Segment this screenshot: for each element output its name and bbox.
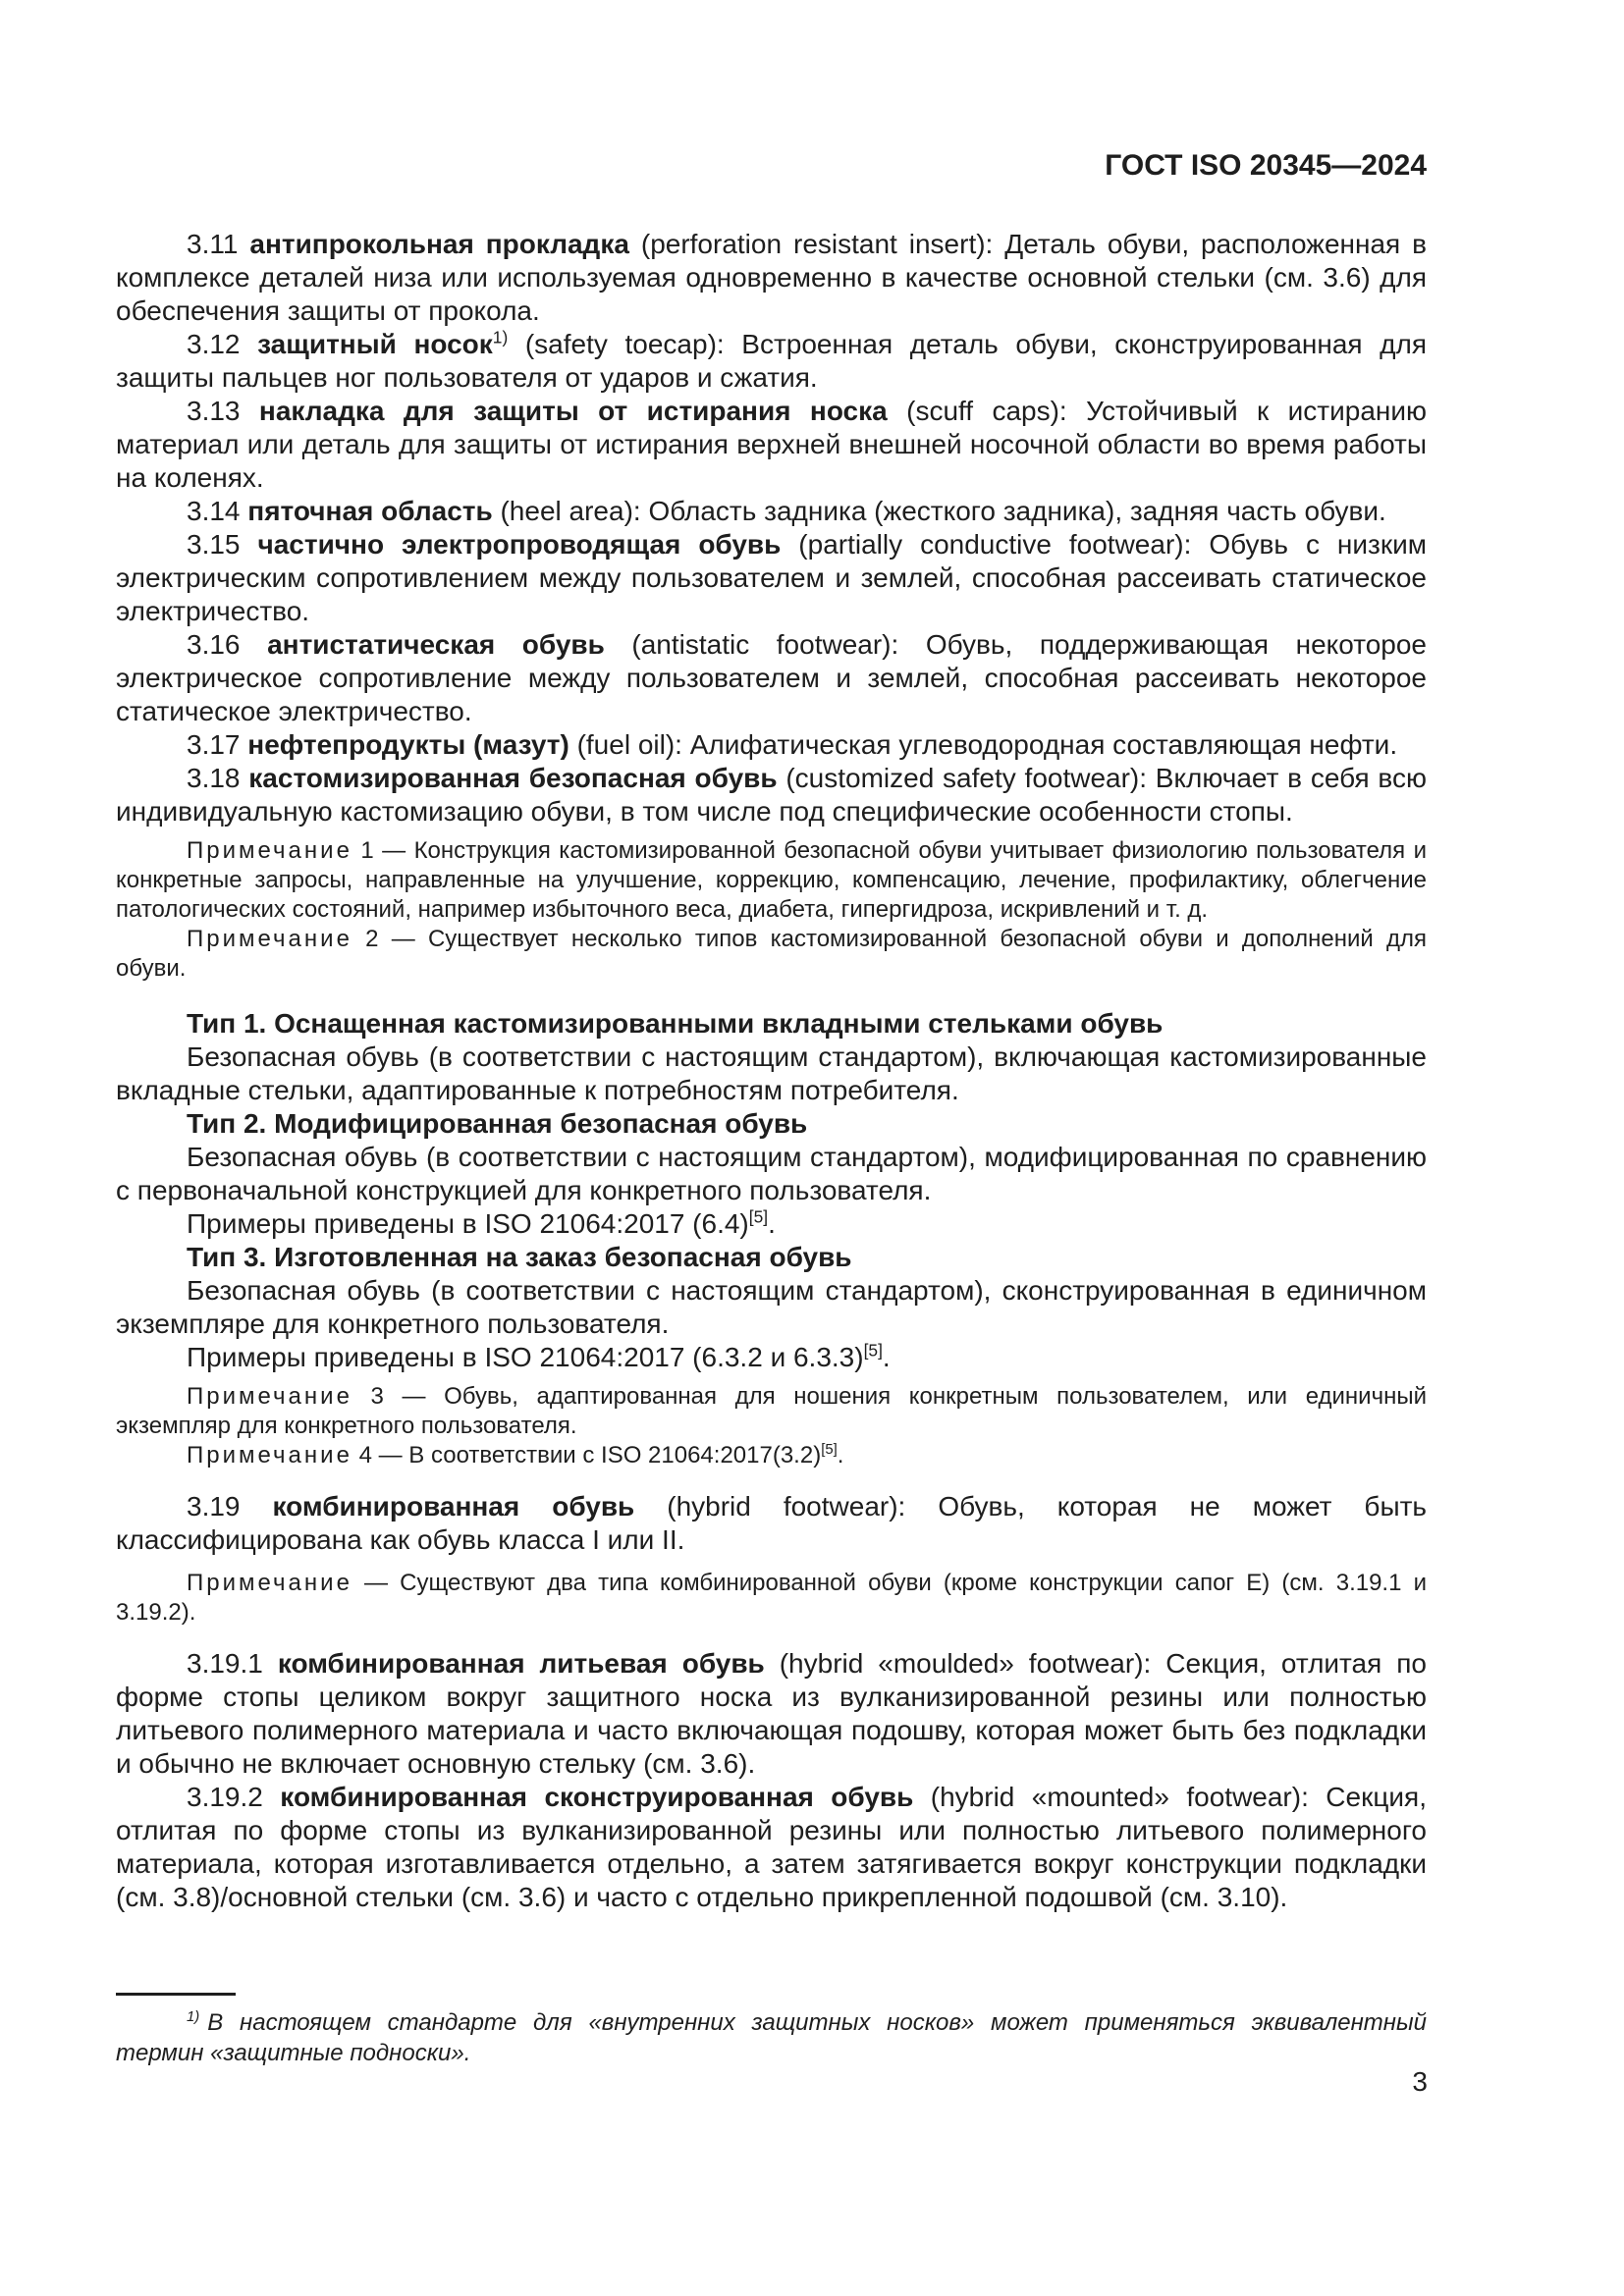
footnote-body: В настоящем стандарте для «внутренних защитных носков» может применяться эквивалентный термин «защитные подноски». [116,2009,1427,2066]
body-paragraph: Безопасная обувь (в соответствии с настоящим стандартом), сконструированная в единичном экземпляре для конкретного пользователя. [116,1275,1427,1339]
body-paragraph: 3.14 пяточная область (heel area): Область задника (жесткого задника), задняя часть обуви. [187,496,1386,526]
body-paragraph: 3.16 антистатическая обувь (antistatic footwear): Обувь, поддерживающая некоторое электрическое сопротивление между пользователем и землей, способная рассеивать некоторое статическое электричество. [116,629,1427,726]
note-paragraph: Примечание 2 — Существует несколько типов кастомизированной безопасной обуви и дополнений для обуви. [116,926,1427,982]
type-heading: Тип 3. Изготовленная на заказ безопасная обувь [187,1242,852,1272]
type-heading: Тип 1. Оснащенная кастомизированными вкладными стельками обувь [187,1008,1164,1039]
note-paragraph: Примечание 3 — Обувь, адаптированная для ношения конкретным пользователем, или единичный экземпляр для конкретного пользователя. [116,1383,1427,1439]
body-paragraph: 3.15 частично электропроводящая обувь (partially conductive footwear): Обувь с низким электрическим сопротивлением между пользователем и землей, способная рассеивать статическое электричество. [116,529,1427,626]
document-code: ГОСТ ISO 20345—2024 [1105,149,1427,182]
note-paragraph: Примечание 1 — Конструкция кастомизированной безопасной обуви учитывает физиологию пользователя и конкретные запросы, направленные на улучшение, коррекцию, компенсацию, лечение, профилактику, облегчение патологических состояний, например избыточного веса, диабета, гипергидроза, искривлений и т. д. [116,837,1427,923]
note-paragraph: Примечание 4 — В соответствии с ISO 21064:2017(3.2)[5]. [187,1442,844,1468]
body-paragraph: 3.18 кастомизированная безопасная обувь (customized safety footwear): Включает в себя всю индивидуальную кастомизацию обуви, в том числе под специфические особенности стопы. [116,763,1427,827]
body-paragraph: Примеры приведены в ISO 21064:2017 (6.4)[5]. [187,1206,776,1239]
body-paragraph: 3.19.1 комбинированная литьевая обувь (hybrid «moulded» footwear): Секция, отлитая по форме стопы целиком вокруг защитного носка из вулканизированной резины или полностью литьевого полимерного материала и часто включающая подошву, которая может быть без подкладки и обычно не включает основную стельку (см. 3.6). [116,1648,1427,1779]
body-paragraph: 3.19.2 комбинированная сконструированная обувь (hybrid «mounted» footwear): Секция, отлитая по форме стопы из вулканизированной резины или полностью литьевого полимерного материала, которая изготавливается отдельно, а затем затягивается вокруг конструкции подкладки (см. 3.8)/основной стельки (см. 3.6) и часто с отдельно прикрепленной подошвой (см. 3.10). [116,1782,1427,1912]
paragraphs [116,228,1427,1914]
note-paragraph: Примечание — Существуют два типа комбинированной обуви (кроме конструкции сапог Е) (см. 3.19.1 и 3.19.2). [116,1570,1427,1626]
document-content [116,149,1427,1914]
body-paragraph: Безопасная обувь (в соответствии с настоящим стандартом), включающая кастомизированные вкладные стельки, адаптированные к потребностям потребителя. [116,1041,1427,1105]
page-number: 3 [1412,2066,1428,2097]
body-paragraph: 3.13 накладка для защиты от истирания носка (scuff caps): Устойчивый к истиранию материал или деталь для защиты от истирания верхней внешней носочной области во время работы на коленях. [116,396,1428,493]
body-paragraph: 3.12 защитный носок$^{1)}$ (safety toecap): Встроенная деталь обуви, сконструированная для защиты пальцев ног пользователя от ударов и сжатия. [116,327,1428,393]
footnote-text [116,2007,1427,2068]
footnote-marker: 1) [187,2009,200,2025]
body-paragraph: 3.19 комбинированная обувь (hybrid footwear): Обувь, которая не может быть классифицирована как обувь класса I или II. [116,1491,1427,1555]
body-paragraph: Примеры приведены в ISO 21064:2017 (6.3.2 и 6.3.3)[5]. [187,1340,891,1372]
footnote [116,1993,1427,2068]
body-paragraph: 3.11 антипрокольная прокладка (perforation resistant insert): Деталь обуви, расположенная в комплексе деталей низа или используемая одновременно в качестве основной стельки (см. 3.6) для обеспечения защиты от прокола. [116,229,1428,326]
footnote-separator [116,1993,236,1996]
body-paragraph: 3.17 нефтепродукты (мазут) (fuel oil): Алифатическая углеводородная составляющая нефти. [187,729,1398,760]
type-heading: Тип 2. Модифицированная безопасная обувь [187,1108,808,1139]
body-paragraph: Безопасная обувь (в соответствии с настоящим стандартом), модифицированная по сравнению с первоначальной конструкцией для конкретного пользователя. [116,1142,1427,1205]
